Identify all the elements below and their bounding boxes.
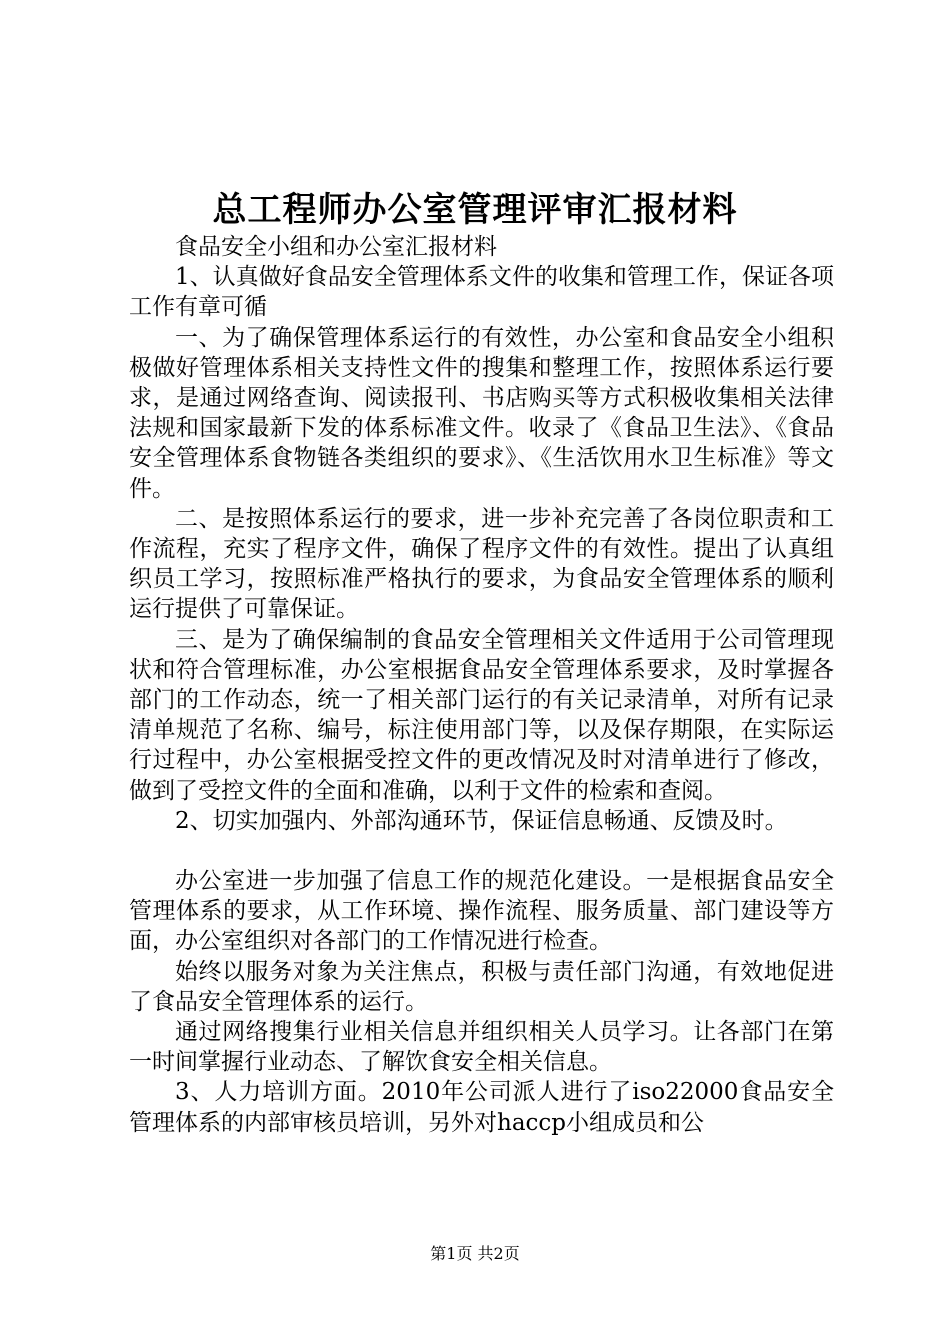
paragraph-item-1: 一、为了确保管理体系运行的有效性，办公室和食品安全小组积极做好管理体系相关支持性文件的搜集和整理工作，按照体系运行要求，是通过网络查询、阅读报刊、书店购买等方式积极收集相关法律法规和国家最新下发的体系标准文件。收录了《食品卫生法》、《食品安全管理体系食物链各类组织的要求》、《生活饮用水卫生标准》等文件。 (129, 324, 834, 502)
page-footer: 第1页 共2页 (430, 1244, 520, 1263)
paragraph-service-focus: 始终以服务对象为关注焦点，积极与责任部门沟通，有效地促进了食品安全管理体系的运行。 (129, 958, 834, 1015)
paragraph-section-2-heading: 2、切实加强内、外部沟通环节，保证信息畅通、反馈及时。 (175, 807, 788, 834)
document-title: 总工程师办公室管理评审汇报材料 (212, 190, 738, 230)
paragraph-info-work: 办公室进一步加强了信息工作的规范化建设。一是根据食品安全管理体系的要求，从工作环境、操作流程、服务质量、部门建设等方面，办公室组织对各部门的工作情况进行检查。 (129, 868, 834, 955)
paragraph-section-3-heading: 3、人力培训方面。2010年公司派人进行了iso22000食品安全管理体系的内部审核员培训，另外对haccp小组成员和公 (129, 1079, 834, 1136)
paragraph-section-1-heading: 1、认真做好食品安全管理体系文件的收集和管理工作，保证各项工作有章可循 (129, 264, 834, 321)
paragraph-item-2: 二、是按照体系运行的要求，进一步补充完善了各岗位职责和工作流程，充实了程序文件，确保了程序文件的有效性。提出了认真组织员工学习，按照标准严格执行的要求，为食品安全管理体系的顺利运行提供了可靠保证。 (129, 505, 834, 623)
document-body (129, 232, 834, 1138)
paragraph-item-3: 三、是为了确保编制的食品安全管理相关文件适用于公司管理现状和符合管理标准，办公室根据食品安全管理体系要求，及时掌握各部门的工作动态，统一了相关部门运行的有关记录清单，对所有记录清单规范了名称、编号，标注使用部门等，以及保存期限，在实际运行过程中，办公室根据受控文件的更改情况及时对清单进行了修改，做到了受控文件的全面和准确，以利于文件的检索和查阅。 (129, 626, 834, 804)
paragraph-subtitle: 食品安全小组和办公室汇报材料 (175, 234, 497, 260)
paragraph-network-info: 通过网络搜集行业相关信息并组织相关人员学习。让各部门在第一时间掌握行业动态、了解饮食安全相关信息。 (129, 1019, 834, 1076)
